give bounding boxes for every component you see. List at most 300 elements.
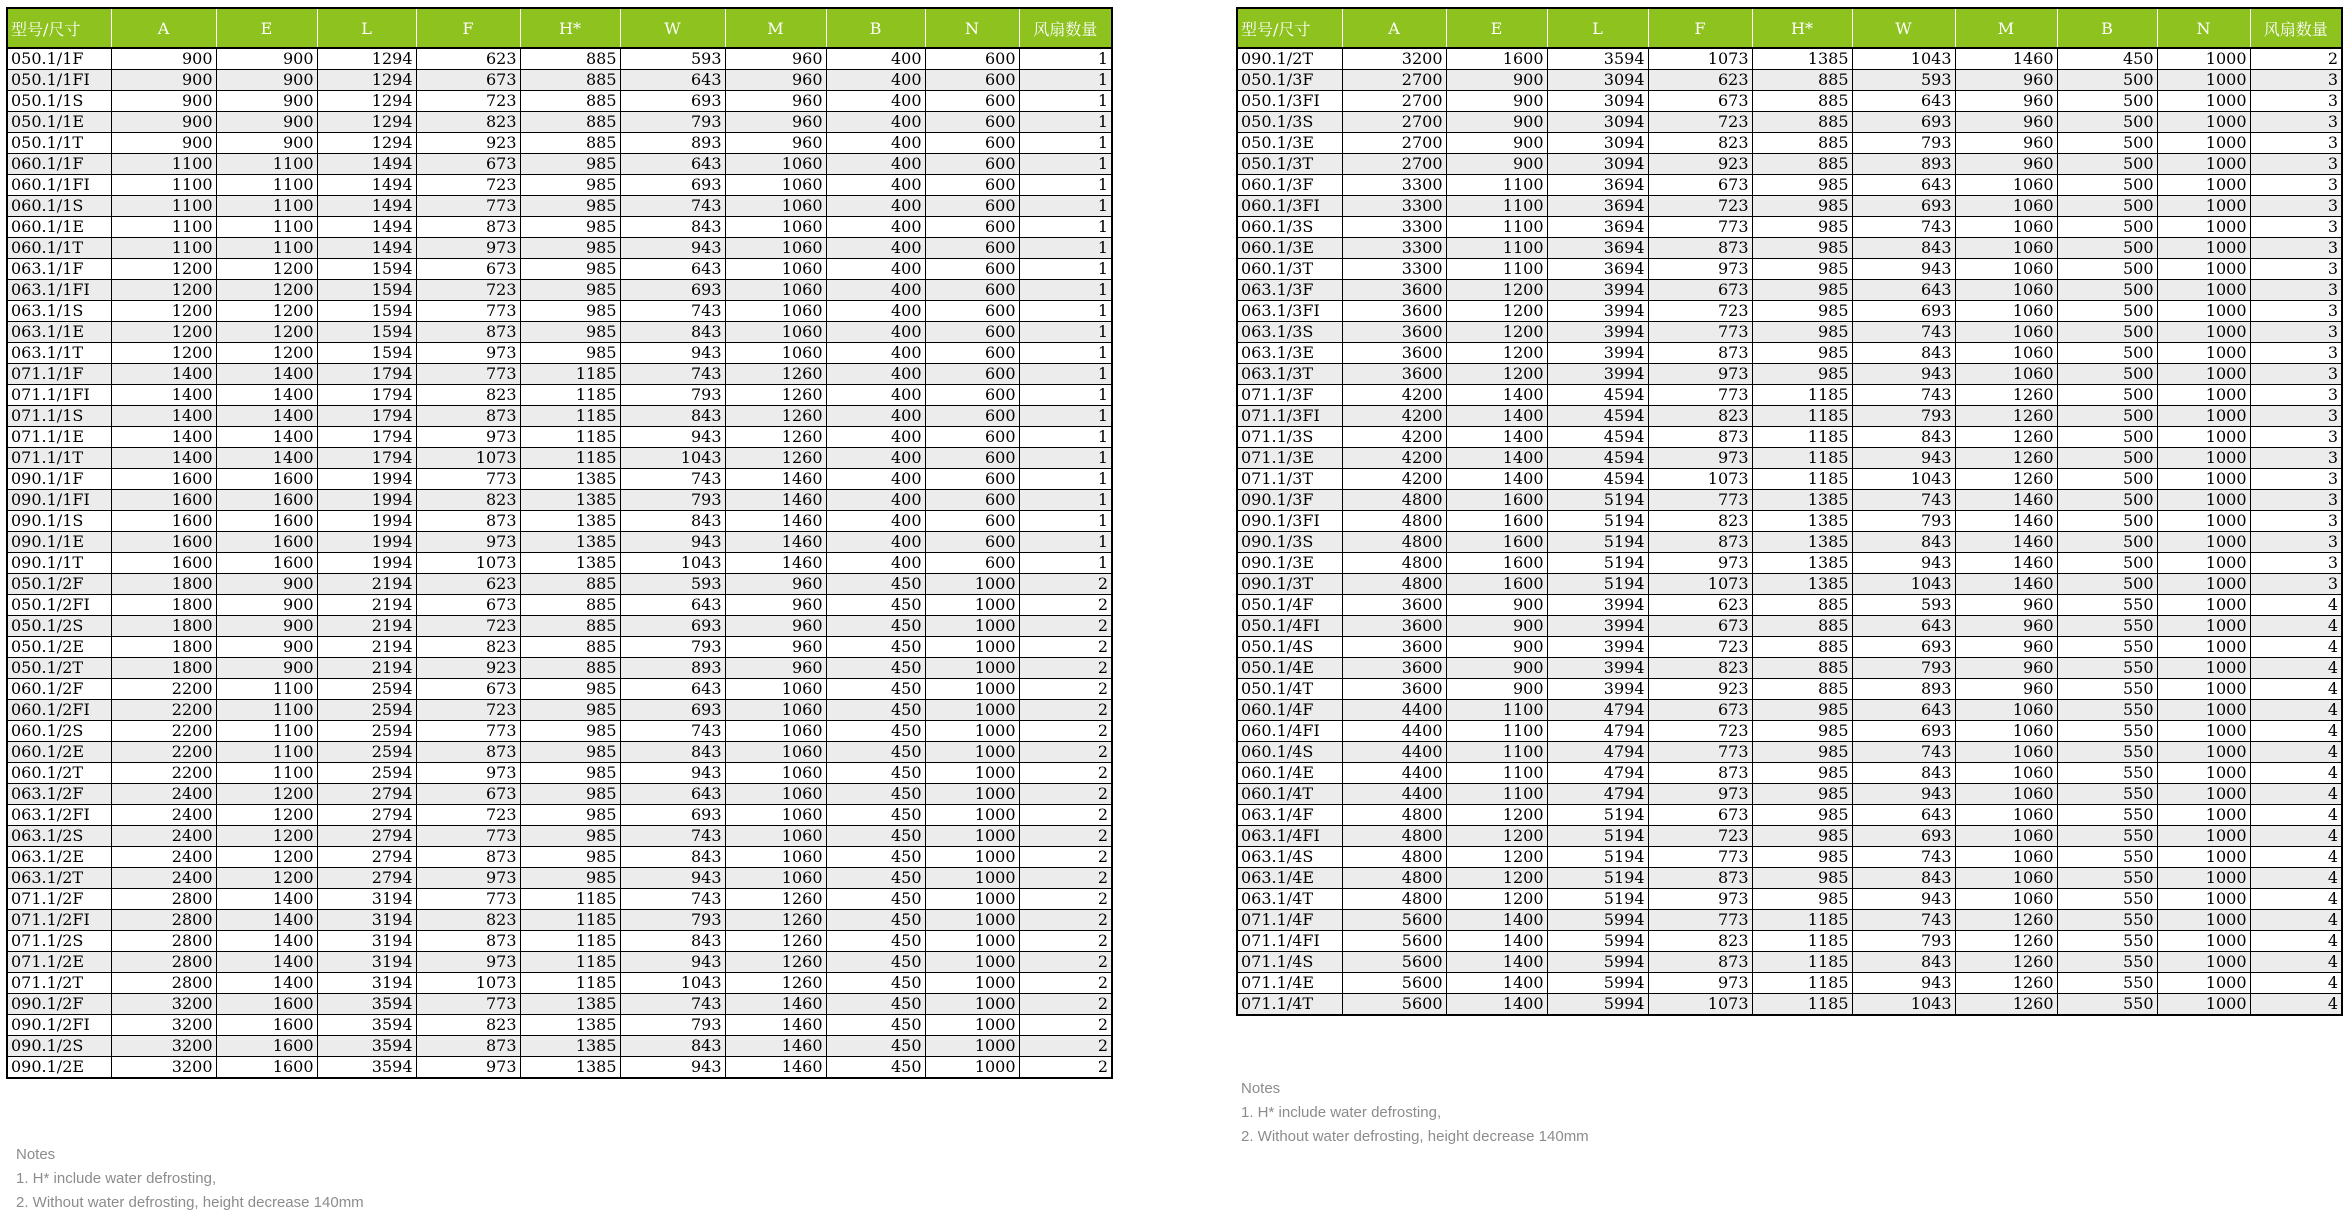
- value-cell: 500: [2057, 238, 2157, 259]
- value-cell: 3994: [1547, 301, 1648, 322]
- table-row: [7, 406, 1112, 427]
- value-cell: 985: [1752, 763, 1852, 784]
- value-cell: 1000: [2157, 805, 2250, 826]
- table-row: [1237, 133, 2342, 154]
- value-cell: 1200: [1446, 847, 1547, 868]
- value-cell: 1043: [620, 448, 725, 469]
- table-row: [7, 217, 1112, 238]
- value-cell: 1000: [925, 931, 1019, 952]
- value-cell: 793: [620, 910, 725, 931]
- value-cell: 1200: [111, 322, 216, 343]
- value-cell: 2200: [111, 742, 216, 763]
- value-cell: 673: [1648, 280, 1752, 301]
- value-cell: 973: [1648, 553, 1752, 574]
- value-cell: 2794: [317, 784, 416, 805]
- value-cell: 3694: [1547, 238, 1648, 259]
- value-cell: 5994: [1547, 994, 1648, 1016]
- value-cell: 500: [2057, 343, 2157, 364]
- value-cell: 4: [2250, 805, 2342, 826]
- value-cell: 893: [1852, 679, 1955, 700]
- value-cell: 2700: [1342, 70, 1446, 91]
- table-row: [1237, 574, 2342, 595]
- table-row: [1237, 490, 2342, 511]
- value-cell: 900: [111, 70, 216, 91]
- value-cell: 1260: [1955, 994, 2057, 1016]
- model-cell: 060.1/2E: [7, 742, 111, 763]
- value-cell: 2: [2250, 48, 2342, 70]
- value-cell: 923: [1648, 154, 1752, 175]
- value-cell: 4800: [1342, 532, 1446, 553]
- value-cell: 3: [2250, 259, 2342, 280]
- value-cell: 823: [1648, 133, 1752, 154]
- value-cell: 1385: [520, 1057, 620, 1079]
- value-cell: 400: [826, 48, 925, 70]
- value-cell: 1060: [1955, 364, 2057, 385]
- model-cell: 060.1/1S: [7, 196, 111, 217]
- value-cell: 1400: [1446, 952, 1547, 973]
- value-cell: 643: [620, 679, 725, 700]
- value-cell: 500: [2057, 532, 2157, 553]
- value-cell: 743: [620, 196, 725, 217]
- value-cell: 1100: [111, 154, 216, 175]
- value-cell: 960: [725, 133, 826, 154]
- value-cell: 1043: [620, 553, 725, 574]
- value-cell: 1060: [725, 721, 826, 742]
- value-cell: 773: [1648, 910, 1752, 931]
- value-cell: 900: [216, 574, 317, 595]
- value-cell: 500: [2057, 154, 2157, 175]
- value-cell: 1: [1019, 553, 1112, 574]
- value-cell: 2700: [1342, 154, 1446, 175]
- value-cell: 1: [1019, 448, 1112, 469]
- value-cell: 723: [416, 91, 520, 112]
- value-cell: 5600: [1342, 910, 1446, 931]
- value-cell: 1060: [1955, 700, 2057, 721]
- value-cell: 1200: [216, 343, 317, 364]
- value-cell: 5600: [1342, 994, 1446, 1016]
- value-cell: 600: [925, 217, 1019, 238]
- value-cell: 500: [2057, 406, 2157, 427]
- value-cell: 500: [2057, 385, 2157, 406]
- value-cell: 1185: [1752, 931, 1852, 952]
- value-cell: 450: [826, 742, 925, 763]
- value-cell: 4: [2250, 763, 2342, 784]
- value-cell: 1000: [2157, 343, 2250, 364]
- value-cell: 600: [925, 48, 1019, 70]
- value-cell: 1100: [216, 238, 317, 259]
- value-cell: 943: [620, 868, 725, 889]
- value-cell: 885: [520, 91, 620, 112]
- value-cell: 1594: [317, 322, 416, 343]
- value-cell: 1100: [111, 217, 216, 238]
- spec-table-left: [6, 7, 1113, 1079]
- value-cell: 985: [520, 301, 620, 322]
- value-cell: 923: [416, 133, 520, 154]
- value-cell: 3300: [1342, 175, 1446, 196]
- value-cell: 1400: [216, 931, 317, 952]
- model-cell: 060.1/4S: [1237, 742, 1342, 763]
- value-cell: 1494: [317, 154, 416, 175]
- value-cell: 773: [416, 301, 520, 322]
- value-cell: 3994: [1547, 343, 1648, 364]
- value-cell: 885: [520, 616, 620, 637]
- value-cell: 985: [520, 805, 620, 826]
- value-cell: 1294: [317, 112, 416, 133]
- value-cell: 600: [925, 427, 1019, 448]
- model-cell: 071.1/3T: [1237, 469, 1342, 490]
- value-cell: 1060: [1955, 280, 2057, 301]
- value-cell: 400: [826, 259, 925, 280]
- value-cell: 593: [620, 574, 725, 595]
- value-cell: 2: [1019, 952, 1112, 973]
- value-cell: 500: [2057, 301, 2157, 322]
- value-cell: 693: [620, 805, 725, 826]
- value-cell: 500: [2057, 322, 2157, 343]
- value-cell: 1600: [111, 553, 216, 574]
- table-row: [7, 847, 1112, 868]
- value-cell: 985: [520, 826, 620, 847]
- column-header: W: [620, 8, 725, 48]
- value-cell: 673: [1648, 805, 1752, 826]
- value-cell: 2194: [317, 595, 416, 616]
- value-cell: 743: [1852, 742, 1955, 763]
- value-cell: 900: [216, 112, 317, 133]
- model-cell: 071.1/2T: [7, 973, 111, 994]
- value-cell: 923: [416, 658, 520, 679]
- value-cell: 1073: [1648, 48, 1752, 70]
- value-cell: 4800: [1342, 511, 1446, 532]
- value-cell: 985: [1752, 847, 1852, 868]
- value-cell: 823: [416, 1015, 520, 1036]
- value-cell: 1600: [1446, 511, 1547, 532]
- value-cell: 943: [1852, 973, 1955, 994]
- value-cell: 3194: [317, 931, 416, 952]
- value-cell: 1000: [2157, 826, 2250, 847]
- value-cell: 900: [216, 48, 317, 70]
- value-cell: 743: [1852, 322, 1955, 343]
- value-cell: 960: [725, 595, 826, 616]
- value-cell: 400: [826, 322, 925, 343]
- value-cell: 550: [2057, 637, 2157, 658]
- value-cell: 400: [826, 469, 925, 490]
- table-row: [7, 700, 1112, 721]
- value-cell: 943: [620, 1057, 725, 1079]
- value-cell: 693: [620, 175, 725, 196]
- value-cell: 1294: [317, 133, 416, 154]
- value-cell: 843: [620, 742, 725, 763]
- value-cell: 500: [2057, 427, 2157, 448]
- value-cell: 1000: [925, 973, 1019, 994]
- value-cell: 843: [620, 406, 725, 427]
- value-cell: 673: [416, 70, 520, 91]
- value-cell: 593: [1852, 595, 1955, 616]
- value-cell: 985: [1752, 196, 1852, 217]
- table-row: [7, 238, 1112, 259]
- value-cell: 2800: [111, 952, 216, 973]
- value-cell: 793: [620, 1015, 725, 1036]
- table-row: [1237, 469, 2342, 490]
- value-cell: 1260: [1955, 385, 2057, 406]
- value-cell: 985: [1752, 175, 1852, 196]
- value-cell: 723: [1648, 637, 1752, 658]
- value-cell: 3300: [1342, 196, 1446, 217]
- value-cell: 885: [1752, 154, 1852, 175]
- value-cell: 1000: [2157, 910, 2250, 931]
- value-cell: 450: [826, 1015, 925, 1036]
- note-line-1: 1. H* include water defrosting,: [1241, 1104, 1442, 1121]
- value-cell: 1460: [1955, 490, 2057, 511]
- value-cell: 1073: [416, 973, 520, 994]
- value-cell: 1385: [1752, 490, 1852, 511]
- value-cell: 1043: [1852, 574, 1955, 595]
- value-cell: 1185: [1752, 994, 1852, 1016]
- value-cell: 1600: [111, 490, 216, 511]
- value-cell: 3694: [1547, 259, 1648, 280]
- model-cell: 060.1/3T: [1237, 259, 1342, 280]
- value-cell: 793: [1852, 931, 1955, 952]
- value-cell: 400: [826, 301, 925, 322]
- value-cell: 400: [826, 154, 925, 175]
- value-cell: 1260: [1955, 427, 2057, 448]
- value-cell: 1000: [925, 658, 1019, 679]
- value-cell: 1400: [1446, 973, 1547, 994]
- value-cell: 1: [1019, 469, 1112, 490]
- model-cell: 090.1/1E: [7, 532, 111, 553]
- value-cell: 1385: [520, 469, 620, 490]
- value-cell: 5600: [1342, 973, 1446, 994]
- value-cell: 1100: [216, 763, 317, 784]
- value-cell: 985: [1752, 805, 1852, 826]
- model-cell: 071.1/4FI: [1237, 931, 1342, 952]
- value-cell: 1260: [725, 406, 826, 427]
- value-cell: 450: [2057, 48, 2157, 70]
- value-cell: 985: [1752, 700, 1852, 721]
- value-cell: 3600: [1342, 364, 1446, 385]
- value-cell: 1060: [1955, 742, 2057, 763]
- value-cell: 873: [1648, 532, 1752, 553]
- value-cell: 3594: [317, 1057, 416, 1079]
- value-cell: 960: [1955, 154, 2057, 175]
- value-cell: 1400: [111, 448, 216, 469]
- value-cell: 1000: [2157, 427, 2250, 448]
- value-cell: 2594: [317, 763, 416, 784]
- column-header: M: [725, 8, 826, 48]
- value-cell: 960: [725, 70, 826, 91]
- value-cell: 1594: [317, 280, 416, 301]
- value-cell: 843: [620, 217, 725, 238]
- value-cell: 1185: [520, 364, 620, 385]
- value-cell: 3: [2250, 364, 2342, 385]
- table-row: [1237, 763, 2342, 784]
- value-cell: 2800: [111, 931, 216, 952]
- value-cell: 1100: [216, 742, 317, 763]
- table-row: [7, 679, 1112, 700]
- value-cell: 823: [416, 112, 520, 133]
- value-cell: 1294: [317, 91, 416, 112]
- value-cell: 5994: [1547, 910, 1648, 931]
- value-cell: 1600: [111, 469, 216, 490]
- table-row: [1237, 217, 2342, 238]
- value-cell: 843: [620, 931, 725, 952]
- value-cell: 885: [1752, 91, 1852, 112]
- value-cell: 4: [2250, 784, 2342, 805]
- table-row: [1237, 658, 2342, 679]
- value-cell: 1000: [2157, 91, 2250, 112]
- value-cell: 985: [1752, 280, 1852, 301]
- value-cell: 1060: [1955, 343, 2057, 364]
- value-cell: 500: [2057, 175, 2157, 196]
- value-cell: 1200: [1446, 364, 1547, 385]
- table-row: [7, 868, 1112, 889]
- value-cell: 3: [2250, 112, 2342, 133]
- value-cell: 3: [2250, 490, 2342, 511]
- value-cell: 1400: [111, 427, 216, 448]
- value-cell: 4: [2250, 826, 2342, 847]
- value-cell: 1400: [216, 448, 317, 469]
- value-cell: 1000: [2157, 889, 2250, 910]
- value-cell: 923: [1648, 679, 1752, 700]
- value-cell: 550: [2057, 721, 2157, 742]
- value-cell: 2: [1019, 784, 1112, 805]
- value-cell: 1400: [1446, 427, 1547, 448]
- value-cell: 743: [1852, 217, 1955, 238]
- value-cell: 2200: [111, 679, 216, 700]
- value-cell: 3200: [111, 1057, 216, 1079]
- value-cell: 1185: [1752, 385, 1852, 406]
- model-cell: 050.1/1S: [7, 91, 111, 112]
- value-cell: 3: [2250, 175, 2342, 196]
- value-cell: 600: [925, 259, 1019, 280]
- value-cell: 1385: [1752, 48, 1852, 70]
- value-cell: 823: [416, 637, 520, 658]
- value-cell: 1260: [1955, 910, 2057, 931]
- table-row: [7, 112, 1112, 133]
- value-cell: 1200: [1446, 868, 1547, 889]
- value-cell: 1060: [1955, 196, 2057, 217]
- value-cell: 973: [1648, 784, 1752, 805]
- value-cell: 1000: [925, 1057, 1019, 1079]
- value-cell: 743: [620, 469, 725, 490]
- table-row: [7, 259, 1112, 280]
- value-cell: 4: [2250, 637, 2342, 658]
- value-cell: 1000: [2157, 322, 2250, 343]
- value-cell: 885: [1752, 637, 1852, 658]
- value-cell: 773: [1648, 490, 1752, 511]
- value-cell: 1185: [520, 448, 620, 469]
- value-cell: 1000: [925, 721, 1019, 742]
- value-cell: 1073: [1648, 574, 1752, 595]
- model-cell: 063.1/2T: [7, 868, 111, 889]
- value-cell: 793: [620, 385, 725, 406]
- value-cell: 900: [1446, 112, 1547, 133]
- value-cell: 3600: [1342, 322, 1446, 343]
- value-cell: 1185: [1752, 973, 1852, 994]
- value-cell: 3: [2250, 280, 2342, 301]
- value-cell: 1000: [2157, 532, 2250, 553]
- value-cell: 5194: [1547, 574, 1648, 595]
- value-cell: 3: [2250, 469, 2342, 490]
- table-row: [1237, 532, 2342, 553]
- value-cell: 973: [416, 1057, 520, 1079]
- model-cell: 060.1/1FI: [7, 175, 111, 196]
- value-cell: 2800: [111, 910, 216, 931]
- value-cell: 693: [1852, 112, 1955, 133]
- value-cell: 3300: [1342, 217, 1446, 238]
- value-cell: 4800: [1342, 868, 1446, 889]
- value-cell: 773: [416, 721, 520, 742]
- value-cell: 773: [1648, 217, 1752, 238]
- value-cell: 1: [1019, 112, 1112, 133]
- value-cell: 1060: [725, 763, 826, 784]
- value-cell: 943: [620, 952, 725, 973]
- model-cell: 071.1/1T: [7, 448, 111, 469]
- table-row: [1237, 931, 2342, 952]
- value-cell: 550: [2057, 616, 2157, 637]
- value-cell: 1: [1019, 280, 1112, 301]
- value-cell: 1460: [725, 1036, 826, 1057]
- value-cell: 500: [2057, 490, 2157, 511]
- value-cell: 400: [826, 280, 925, 301]
- value-cell: 693: [620, 91, 725, 112]
- value-cell: 1400: [111, 385, 216, 406]
- table-row: [7, 133, 1112, 154]
- value-cell: 3200: [111, 1015, 216, 1036]
- value-cell: 2: [1019, 805, 1112, 826]
- value-cell: 643: [1852, 91, 1955, 112]
- column-header: L: [1547, 8, 1648, 48]
- value-cell: 1794: [317, 385, 416, 406]
- value-cell: 1385: [520, 994, 620, 1015]
- value-cell: 1000: [2157, 616, 2250, 637]
- value-cell: 2: [1019, 595, 1112, 616]
- value-cell: 500: [2057, 469, 2157, 490]
- model-cell: 090.1/1T: [7, 553, 111, 574]
- table-row: [1237, 511, 2342, 532]
- value-cell: 1000: [925, 637, 1019, 658]
- model-cell: 063.1/3E: [1237, 343, 1342, 364]
- value-cell: 1385: [1752, 553, 1852, 574]
- value-cell: 885: [1752, 133, 1852, 154]
- table-row: [7, 154, 1112, 175]
- value-cell: 600: [925, 511, 1019, 532]
- value-cell: 1060: [725, 784, 826, 805]
- value-cell: 1000: [2157, 196, 2250, 217]
- value-cell: 900: [216, 658, 317, 679]
- table-row: [7, 343, 1112, 364]
- value-cell: 885: [1752, 112, 1852, 133]
- model-cell: 090.1/3F: [1237, 490, 1342, 511]
- value-cell: 1100: [1446, 238, 1547, 259]
- value-cell: 1494: [317, 217, 416, 238]
- table-row: [7, 1015, 1112, 1036]
- value-cell: 1060: [725, 259, 826, 280]
- value-cell: 3600: [1342, 637, 1446, 658]
- value-cell: 943: [1852, 784, 1955, 805]
- value-cell: 600: [925, 490, 1019, 511]
- value-cell: 550: [2057, 994, 2157, 1016]
- model-cell: 060.1/4F: [1237, 700, 1342, 721]
- value-cell: 1000: [925, 994, 1019, 1015]
- value-cell: 1060: [725, 238, 826, 259]
- value-cell: 743: [620, 301, 725, 322]
- value-cell: 1460: [1955, 511, 2057, 532]
- value-cell: 400: [826, 553, 925, 574]
- model-cell: 060.1/3E: [1237, 238, 1342, 259]
- value-cell: 1060: [1955, 301, 2057, 322]
- value-cell: 873: [1648, 952, 1752, 973]
- value-cell: 1385: [520, 532, 620, 553]
- value-cell: 673: [416, 154, 520, 175]
